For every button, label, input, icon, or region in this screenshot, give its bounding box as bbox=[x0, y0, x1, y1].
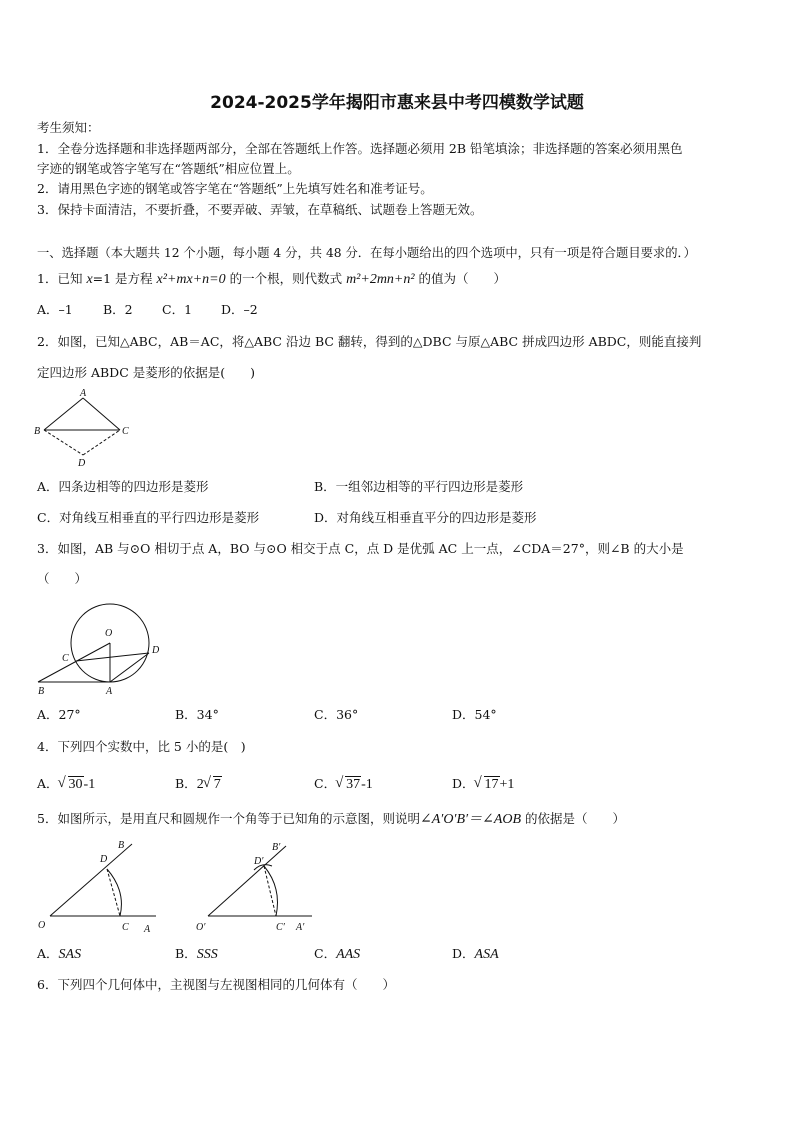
question-5-option-a: A．SAS bbox=[37, 946, 82, 962]
question-4-option-a: A．√ 30-1 bbox=[37, 776, 95, 793]
q5-fig2-label-b: B′ bbox=[272, 842, 281, 853]
q5-fig1-label-b: B bbox=[118, 840, 125, 851]
question-3-stem-line-1: 3．如图，AB 与⊙O 相切于点 A，BO 与⊙O 相交于点 C，点 D 是优弧 AC 上一点，∠CDA＝27°，则∠B 的大小是 bbox=[37, 541, 684, 556]
q5-fig2-label-o: O′ bbox=[196, 922, 206, 933]
question-3-option-a: A．27° bbox=[37, 707, 81, 722]
question-5-option-b: B．SSS bbox=[175, 946, 218, 962]
question-1-option-d: D．–2 bbox=[221, 302, 258, 317]
question-5-option-c: C．AAS bbox=[314, 946, 361, 962]
q5-fig1-label-o: O bbox=[38, 920, 46, 931]
question-3-option-b: B．34° bbox=[175, 707, 219, 722]
q5-fig1-label-c: C bbox=[122, 922, 129, 933]
question-5-stem: 5．如图所示，是用直尺和圆规作一个角等于已知角的示意图，则说明∠A′O′B′＝∠AOB 的依据是（ ） bbox=[37, 811, 626, 827]
q2-label-a: A bbox=[80, 388, 87, 399]
q5-fig1-label-d: D bbox=[100, 854, 108, 865]
question-3-stem-line-2: （ ） bbox=[37, 571, 88, 586]
question-4-option-d: D．√ 17+1 bbox=[452, 776, 514, 793]
question-4-option-c: C．√ 37-1 bbox=[314, 776, 373, 793]
question-2-stem-line-1: 2．如图，已知△ABC，AB＝AC，将△ABC 沿边 BC 翻转，得到的△DBC 与原△ABC 拼成四边形 ABDC，则能直接判 bbox=[37, 334, 702, 349]
notice-line-2: 2．请用黑色字迹的钢笔或答字笔在“答题纸”上先填写姓名和准考证号。 bbox=[37, 181, 433, 196]
question-3-option-d: D．54° bbox=[452, 707, 497, 722]
q2-label-c: C bbox=[122, 426, 129, 437]
question-2-option-d: D．对角线互相垂直平分的四边形是菱形 bbox=[314, 510, 537, 525]
notice-line-1: 1．全卷分选择题和非选择题两部分，全部在答题纸上作答。选择题必须用 2B 铅笔填涂；非选择题的答案必须用黑色 bbox=[37, 141, 683, 156]
question-6-stem: 6．下列四个几何体中，主视图与左视图相同的几何体有（ ） bbox=[37, 977, 395, 992]
question-2-stem-line-2: 定四边形 ABDC 是菱形的依据是( ) bbox=[37, 365, 255, 380]
q3-label-d: D bbox=[152, 645, 160, 656]
question-4-option-b: B．2√ 7 bbox=[175, 776, 222, 793]
q2-label-b: B bbox=[34, 426, 41, 437]
q2-label-d: D bbox=[78, 458, 86, 469]
question-1-option-c: C．1 bbox=[162, 302, 193, 317]
notice-heading: 考生须知： bbox=[37, 120, 100, 135]
q5-fig2-label-a: A′ bbox=[296, 922, 305, 933]
question-4-stem: 4．下列四个实数中，比 5 小的是( ) bbox=[37, 739, 246, 754]
q3-label-b: B bbox=[38, 686, 45, 697]
q5-fig2-label-d: D′ bbox=[254, 856, 264, 867]
question-1-option-a: A．–1 bbox=[37, 302, 73, 317]
q5-fig2-label-c: C′ bbox=[276, 922, 285, 933]
question-5-option-d: D．ASA bbox=[452, 946, 499, 962]
question-2-option-b: B．一组邻边相等的平行四边形是菱形 bbox=[314, 479, 524, 494]
notice-line-1b: 字迹的钢笔或答字笔写在“答题纸”相应位置上。 bbox=[37, 161, 300, 176]
question-3-circle-figure bbox=[32, 598, 172, 698]
question-2-option-a: A．四条边相等的四边形是菱形 bbox=[37, 479, 209, 494]
q3-label-c: C bbox=[62, 653, 69, 664]
q3-label-a: A bbox=[106, 686, 113, 697]
section-heading: 一、选择题（本大题共 12 个小题，每小题 4 分，共 48 分．在每小题给出的四个选项中，只有一项是符合题目要求的．） bbox=[37, 246, 696, 260]
question-1-option-b: B．2 bbox=[103, 302, 133, 317]
question-3-option-c: C．36° bbox=[314, 707, 359, 722]
question-2-option-c: C．对角线互相垂直的平行四边形是菱形 bbox=[37, 510, 260, 525]
question-1-stem: 1．已知 x=1 是方程 x²+mx+n=0 的一个根，则代数式 m²+2mn+n² 的值为（ ） bbox=[37, 271, 507, 287]
page-title: 2024-2025学年揭阳市惠来县中考四模数学试题 bbox=[210, 93, 584, 113]
q5-fig1-label-a: A bbox=[144, 924, 151, 935]
question-5-figure-1 bbox=[34, 836, 164, 940]
question-2-rhombus-figure bbox=[30, 386, 140, 472]
question-5-figure-2 bbox=[192, 836, 322, 940]
notice-line-3: 3．保持卡面清洁，不要折叠，不要弄破、弄皱，在草稿纸、试题卷上答题无效。 bbox=[37, 202, 483, 217]
q3-label-o: O bbox=[105, 628, 113, 639]
